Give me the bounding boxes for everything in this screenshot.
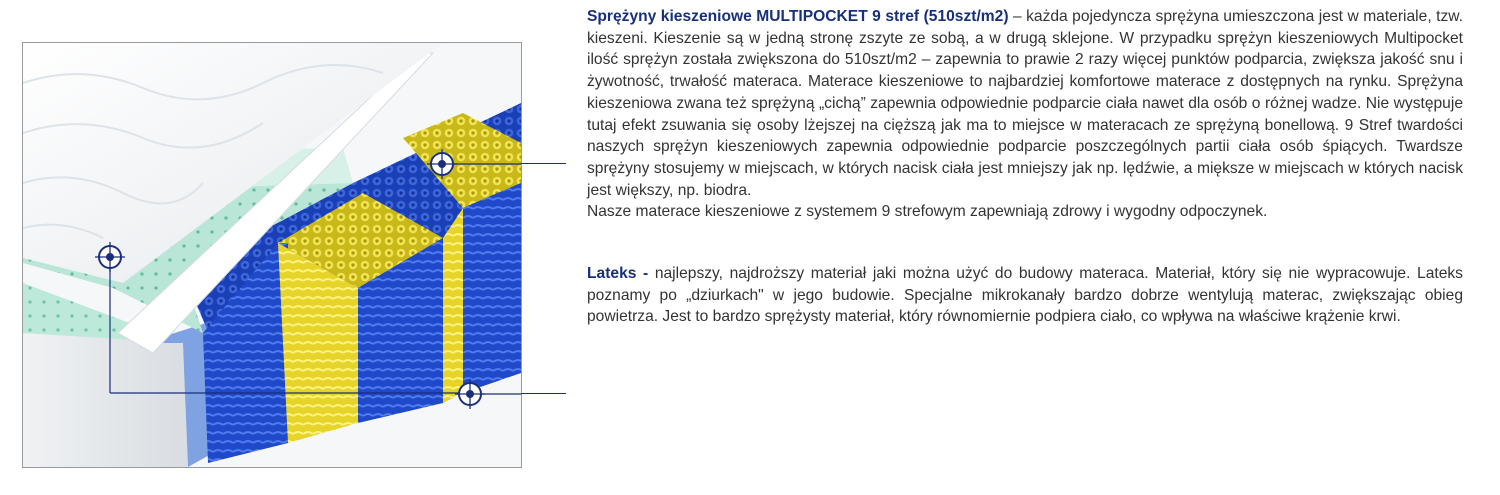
latex-leader-line — [521, 393, 566, 394]
springs-title: Sprężyny kieszeniowe MULTIPOCKET 9 stref (510szt/m2) — [587, 8, 1009, 25]
springs-closing: Nasze materace kieszeniowe z systemem 9 strefowym zapewniają zdrowy i wygodny odpoczynek. — [587, 203, 1268, 221]
section-spacer — [587, 223, 1463, 263]
springs-paragraph — [587, 6, 1463, 201]
springs-body: – każda pojedyncza sprężyna umieszczona jest w materiale, tzw. kieszeni. Kieszenie są w jedną stronę zszyte ze sobą, a w drugą sklejone. W przypadku sprężyn kieszeniowych Multipocket ilość sprężyn została zwiększona do 510szt/m2 – zapewnia to prawie 2 razy więcej punktów podparcia, zwiększa jakość snu i żywotność, trwałość materaca. Materace kieszeniowe to najbardziej komfortowe materace z dostępnych na rynku. Sprężyna kieszeniowa zwana też sprężyną „cichą” zapewnia odpowiednie podparcie ciała nawet dla osób o różnej wadze. Nie występuje tutaj efekt zsuwania się osoby lżejszej na cięższą jak ma to miejsce w materacach ze sprężyną bonellową. 9 Stref twardości naszych sprężyn kieszeniowych zapewnia odpowiednie podparcie poszczególnych partii ciała osób śpiących. Twardsze sprężyny stosujemy w miejscach, w których nacisk ciała jest mniejszy jak np. lędźwie, a miększe w miejscach w których nacisk jest większy, np. biodra. — [587, 8, 1463, 199]
description-column — [587, 6, 1463, 328]
springs-leader-line — [521, 163, 566, 164]
side-panel — [23, 333, 188, 467]
latex-body: najlepszy, najdroższy materiał jaki można użyć do budowy materaca. Materiał, który się nie wypracowuje. Lateks poznamy po „dziurkach" w jego budowie. Specjalne mikrokanały bardzo dobrze wentylują materac, zwiększając obieg powietrza. Jest to bardzo sprężysty materiał, który równomiernie podpiera ciało, co wpływa na właściwe krążenie krwi. — [587, 265, 1463, 326]
latex-title: Lateks - — [587, 265, 655, 283]
latex-paragraph — [587, 263, 1463, 328]
mattress-illustration — [22, 42, 522, 468]
